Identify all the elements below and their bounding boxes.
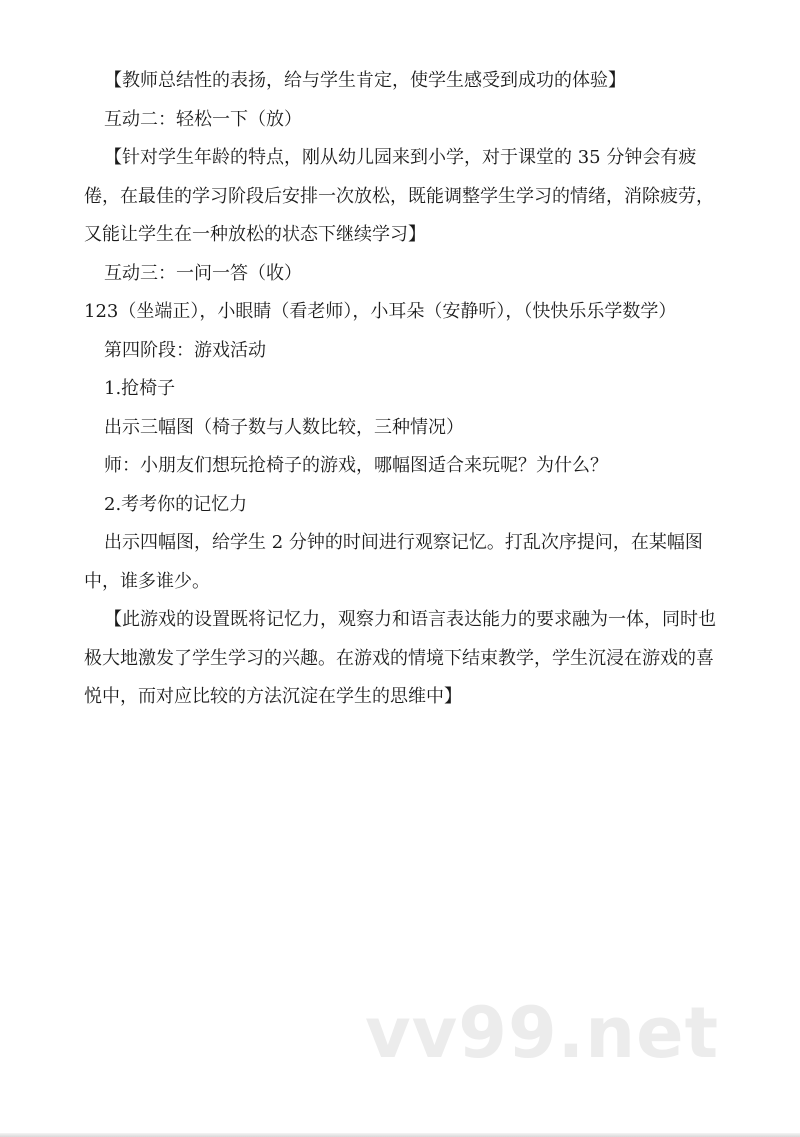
paragraph-game-one: 1.抢椅子 (104, 378, 176, 399)
paragraph-show-three-pictures: 出示三幅图（椅子数与人数比较，三种情况） (104, 416, 464, 438)
paragraph-interaction-two: 互动二：轻松一下（放） (104, 108, 302, 130)
paragraph-stage-four: 第四阶段：游戏活动 (104, 339, 266, 361)
document-body (84, 62, 720, 717)
page-bottom-edge (0, 1133, 800, 1137)
paragraph-teacher-praise: 【教师总结性的表扬，给与学生肯定，使学生感受到成功的体验】 (104, 70, 626, 91)
paragraph-show-four-pictures: 出示四幅图，给学生 2 分钟的时间进行观察记忆。打乱次序提问，在某幅图中，谁多谁少。 (84, 532, 703, 592)
paragraph-interaction-three: 互动三：一问一答（收） (104, 262, 302, 284)
watermark-logo: vv99.net (365, 992, 720, 1074)
paragraph-relax-note: 【针对学生年龄的特点，刚从幼儿园来到小学，对于课堂的 35 分钟会有疲倦，在最佳的学习阶段后安排一次放松，既能调整学生学习的情绪，消除疲劳，又能让学生在一种放松的状态下继续学习】 (84, 147, 714, 245)
paragraph-chant: 123（坐端正），小眼睛（看老师），小耳朵（安静听），（快快乐乐学数学） (84, 301, 677, 322)
paragraph-game-summary: 【此游戏的设置既将记忆力，观察力和语言表达能力的要求融为一体，同时也极大地激发了学生学习的兴趣。在游戏的情境下结束教学，学生沉浸在游戏的喜悦中，而对应比较的方法沉淀在学生的思维中】 (84, 609, 716, 707)
paragraph-game-two: 2.考考你的记忆力 (104, 493, 248, 515)
paragraph-teacher-question: 师：小朋友们想玩抢椅子的游戏，哪幅图适合来玩呢？为什么？ (104, 455, 608, 476)
